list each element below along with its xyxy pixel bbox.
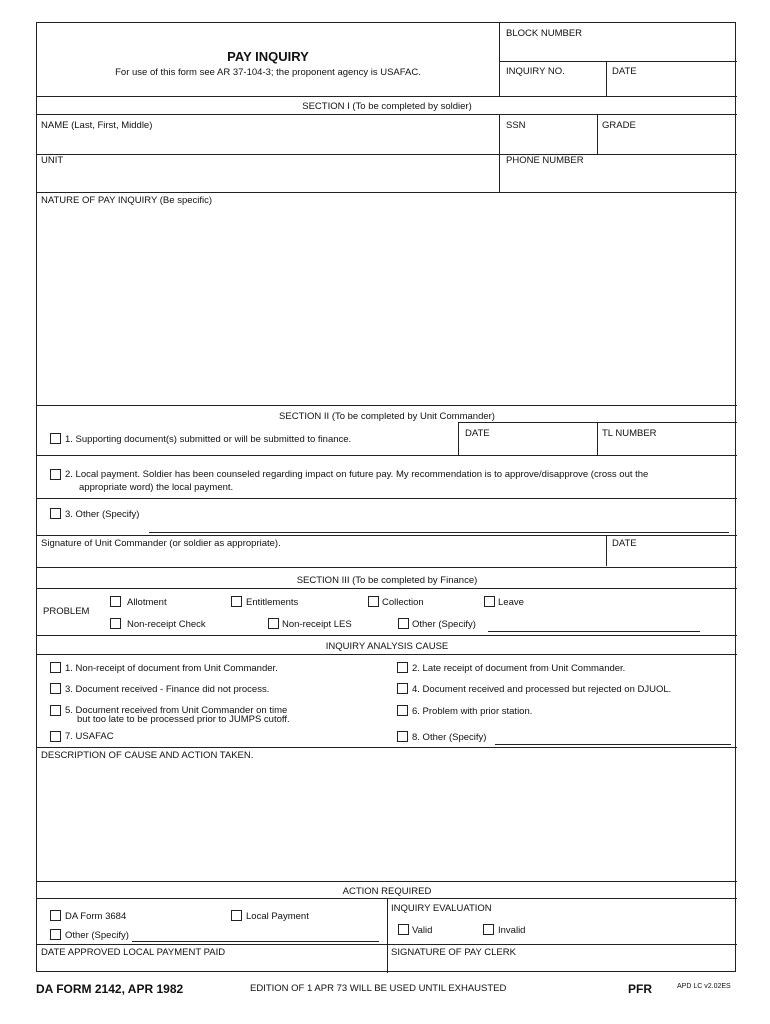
grade-input[interactable] [598,133,736,153]
pfr-mark: PFR [628,982,652,996]
phone-input[interactable] [500,168,736,191]
name-input[interactable] [38,133,498,153]
checkbox-cause-7[interactable] [50,731,61,742]
checkbox-invalid[interactable] [483,924,494,935]
checkbox-entitlements[interactable] [231,596,242,607]
unit-input[interactable] [38,168,498,191]
checkbox-problem-other[interactable] [398,618,409,629]
checkbox-cause-4[interactable] [397,683,408,694]
nonreceipt-check-label: Non-receipt Check [127,619,206,630]
divider [37,405,737,406]
pay-clerk-signature-field[interactable] [388,959,736,971]
sig-date-input[interactable] [607,551,736,565]
divider [37,588,737,589]
cause-8-label: 8. Other (Specify) [412,732,487,743]
checkbox-action-local-payment[interactable] [231,910,242,921]
header-date-input[interactable] [607,78,736,95]
cause-4-label: 4. Document received and processed but rejected on DJUOL. [412,684,672,695]
divider [37,96,737,97]
form-id: DA FORM 2142, APR 1982 [36,982,184,996]
checkbox-collection[interactable] [368,596,379,607]
checkbox-cause-2[interactable] [397,662,408,673]
divider [37,747,737,748]
other-specify-line[interactable] [149,532,729,533]
divider [37,498,737,499]
cause-5-label-line1: 5. Document received from Unit Commander on time [65,705,288,716]
checkbox-allotment[interactable] [110,596,121,607]
collection-label: Collection [382,597,424,608]
description-input[interactable] [38,763,736,878]
checkbox-nonreceipt-check[interactable] [110,618,121,629]
analysis-heading: INQUIRY ANALYSIS CAUSE [325,641,449,652]
date-approved-input[interactable] [38,959,386,971]
checkbox-valid[interactable] [398,924,409,935]
leave-label: Leave [498,597,524,608]
cause-5-label-line2: but too late to be processed prior to JUMPS cutoff. [77,714,290,725]
divider [37,654,737,655]
problem-other-label: Other (Specify) [412,619,476,630]
version-note: APD LC v2.02ES [677,983,731,990]
divider [499,61,737,62]
checkbox-cause-3[interactable] [50,683,61,694]
nature-input[interactable] [38,208,736,403]
opt2-label-line1: 2. Local payment. Soldier has been counseled regarding impact on future pay. My recommendation is to approve/disapprove (cross out the [65,469,649,480]
phone-label: PHONE NUMBER [506,155,584,166]
checkbox-cause-5[interactable] [50,705,61,716]
ssn-input[interactable] [500,133,596,153]
s2-date-input[interactable] [459,440,596,454]
pay-clerk-signature-label: SIGNATURE OF PAY CLERK [391,947,516,958]
section-2-heading: SECTION II (To be completed by Unit Commander) [279,411,495,422]
action-local-payment-label: Local Payment [246,911,309,922]
pay-inquiry-form [36,22,736,972]
commander-signature-label: Signature of Unit Commander (or soldier as appropriate). [41,538,281,549]
nonreceipt-les-label: Non-receipt LES [282,619,352,630]
invalid-label: Invalid [498,925,526,936]
description-label: DESCRIPTION OF CAUSE AND ACTION TAKEN. [41,750,254,761]
grade-label: GRADE [602,120,636,131]
cause-1-label: 1. Non-receipt of document from Unit Commander. [65,663,278,674]
form-title: PAY INQUIRY [227,49,309,64]
problem-other-line[interactable] [488,631,700,632]
checkbox-local-payment[interactable] [50,469,61,480]
problem-label: PROBLEM [43,606,90,617]
checkbox-action-other[interactable] [50,929,61,940]
entitlements-label: Entitlements [246,597,299,608]
valid-label: Valid [412,925,433,936]
evaluation-label: INQUIRY EVALUATION [391,903,492,914]
sig-date-label: DATE [612,538,637,549]
da-form-label: DA Form 3684 [65,911,127,922]
divider [37,455,737,456]
cause-2-label: 2. Late receipt of document from Unit Commander. [412,663,626,674]
form-subtitle: For use of this form see AR 37-104-3; the proponent agency is USAFAC. [115,67,421,78]
opt1-label: 1. Supporting document(s) submitted or will be submitted to finance. [65,434,352,445]
s2-date-label: DATE [465,428,490,439]
opt2-label-line2: appropriate word) the local payment. [79,482,234,493]
checkbox-supporting-docs[interactable] [50,433,61,444]
divider [37,114,737,115]
checkbox-nonreceipt-les[interactable] [268,618,279,629]
section-1-heading: SECTION I (To be completed by soldier) [302,101,472,112]
checkbox-s2-other[interactable] [50,508,61,519]
divider [37,154,737,155]
cause-7-label: 7. USAFAC [65,731,114,742]
action-other-line[interactable] [132,941,379,942]
cause-6-label: 6. Problem with prior station. [412,706,533,717]
action-heading: ACTION REQUIRED [342,886,432,897]
divider [37,944,737,945]
divider [37,567,737,568]
name-label: NAME (Last, First, Middle) [41,120,153,131]
nature-label: NATURE OF PAY INQUIRY (Be specific) [41,195,213,206]
inquiry-no-input[interactable] [500,78,605,95]
divider [37,881,737,882]
header-date-label: DATE [612,66,637,77]
cause-3-label: 3. Document received - Finance did not process. [65,684,270,695]
ssn-label: SSN [506,120,526,131]
tl-number-input[interactable] [598,440,736,454]
checkbox-da-form-3684[interactable] [50,910,61,921]
tl-number-label: TL NUMBER [602,428,657,439]
checkbox-cause-6[interactable] [397,705,408,716]
cause-8-specify-line[interactable] [495,744,731,745]
checkbox-leave[interactable] [484,596,495,607]
inquiry-no-label: INQUIRY NO. [506,66,565,77]
commander-signature-field[interactable] [38,551,605,565]
checkbox-cause-1[interactable] [50,662,61,673]
divider [37,535,737,536]
unit-label: UNIT [41,155,64,166]
divider [37,635,737,636]
opt3-label: 3. Other (Specify) [65,509,140,520]
divider [37,192,737,193]
edition-note: EDITION OF 1 APR 73 WILL BE USED UNTIL EXHAUSTED [250,983,507,994]
checkbox-cause-8[interactable] [397,731,408,742]
allotment-label: Allotment [127,597,167,608]
block-number-input[interactable] [500,40,736,60]
section-3-heading: SECTION III (To be completed by Finance) [296,575,478,586]
action-other-label: Other (Specify) [65,930,129,941]
block-number-label: BLOCK NUMBER [506,28,583,39]
date-approved-label: DATE APPROVED LOCAL PAYMENT PAID [41,947,226,958]
